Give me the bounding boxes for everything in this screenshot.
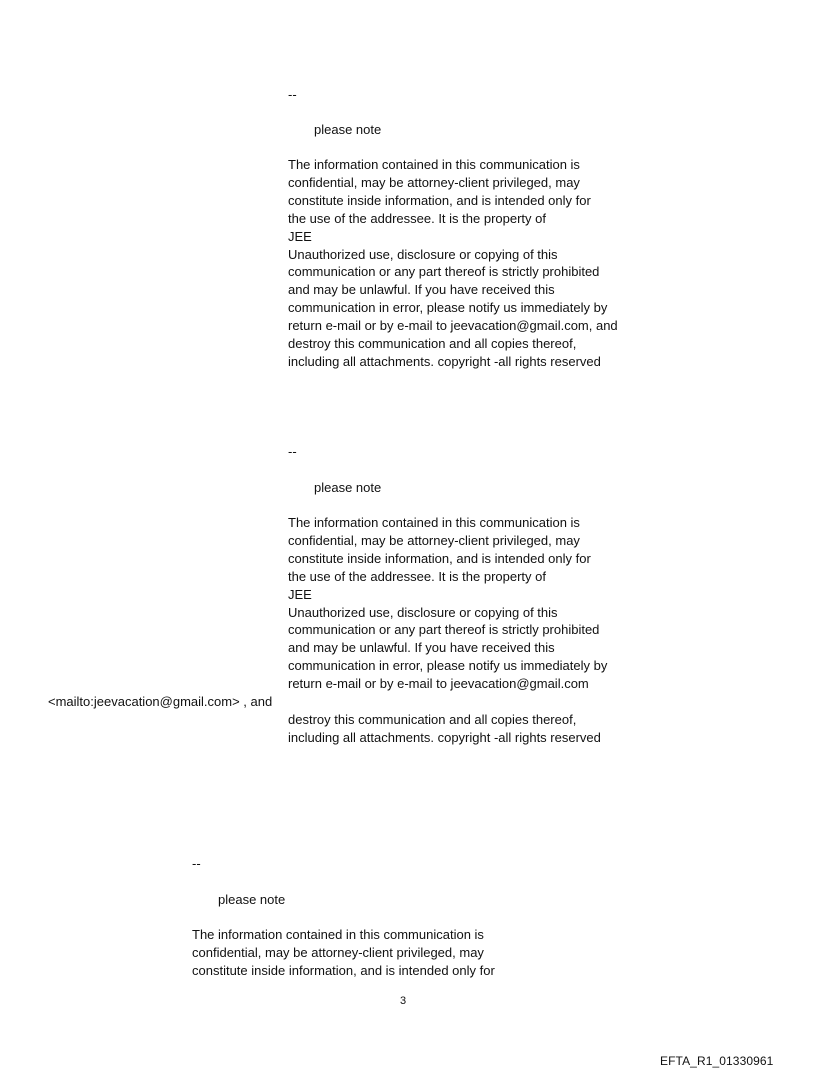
- disclaimer-body-1: [288, 156, 618, 371]
- disclaimer-line: The information contained in this communication is: [288, 515, 580, 530]
- disclaimer-body-3: [192, 926, 495, 980]
- please-note-heading-1: please note: [314, 122, 382, 137]
- disclaimer-line: confidential, may be attorney-client privileged, may: [288, 532, 580, 548]
- disclaimer-line: the use of the addressee. It is the property of: [288, 568, 546, 584]
- disclaimer-body-2: [288, 514, 607, 693]
- disclaimer-line: constitute inside information, and is intended only for: [192, 962, 495, 978]
- disclaimer-line: and may be unlawful. If you have received this: [288, 640, 555, 656]
- disclaimer-line: return e-mail or by e-mail to jeevacation@gmail.com: [288, 676, 589, 692]
- disclaimer-line: communication in error, please notify us immediately by: [288, 300, 608, 316]
- disclaimer-line: confidential, may be attorney-client privileged, may: [192, 944, 484, 960]
- mailto-link[interactable]: <mailto:jeevacation@gmail.com> , and: [48, 694, 273, 709]
- disclaimer-line: The information contained in this communication is: [288, 157, 580, 172]
- disclaimer-line: The information contained in this communication is: [192, 927, 484, 942]
- disclaimer-line: return e-mail or by e-mail to jeevacation@gmail.com, and: [288, 318, 618, 334]
- disclaimer-line: communication or any part thereof is strictly prohibited: [288, 264, 600, 280]
- disclaimer-line: destroy this communication and all copies thereof,: [288, 712, 577, 727]
- disclaimer-line: including all attachments. copyright -all rights reserved: [288, 353, 601, 369]
- please-note-heading-3: please note: [218, 892, 286, 907]
- separator-2: --: [288, 444, 297, 459]
- please-note-heading-2: please note: [314, 480, 382, 495]
- disclaimer-line: communication in error, please notify us immediately by: [288, 658, 608, 674]
- disclaimer-line: constitute inside information, and is intended only for: [288, 550, 591, 566]
- disclaimer-line: JEE: [288, 586, 312, 602]
- page-number: 3: [400, 995, 407, 1007]
- disclaimer-line: and may be unlawful. If you have received this: [288, 282, 555, 298]
- disclaimer-line: the use of the addressee. It is the property of: [288, 210, 546, 226]
- disclaimer-line: Unauthorized use, disclosure or copying of this: [288, 246, 558, 262]
- disclaimer-closing-2: [288, 711, 601, 747]
- separator-3: --: [192, 856, 201, 871]
- separator-1: --: [288, 87, 297, 102]
- disclaimer-line: including all attachments. copyright -all rights reserved: [288, 729, 601, 745]
- disclaimer-line: communication or any part thereof is strictly prohibited: [288, 622, 600, 638]
- disclaimer-line: destroy this communication and all copies thereof,: [288, 336, 577, 352]
- disclaimer-line: Unauthorized use, disclosure or copying of this: [288, 604, 558, 620]
- disclaimer-line: JEE: [288, 228, 312, 244]
- disclaimer-line: confidential, may be attorney-client privileged, may: [288, 174, 580, 190]
- document-id: EFTA_R1_01330961: [660, 1054, 774, 1068]
- disclaimer-line: constitute inside information, and is intended only for: [288, 192, 591, 208]
